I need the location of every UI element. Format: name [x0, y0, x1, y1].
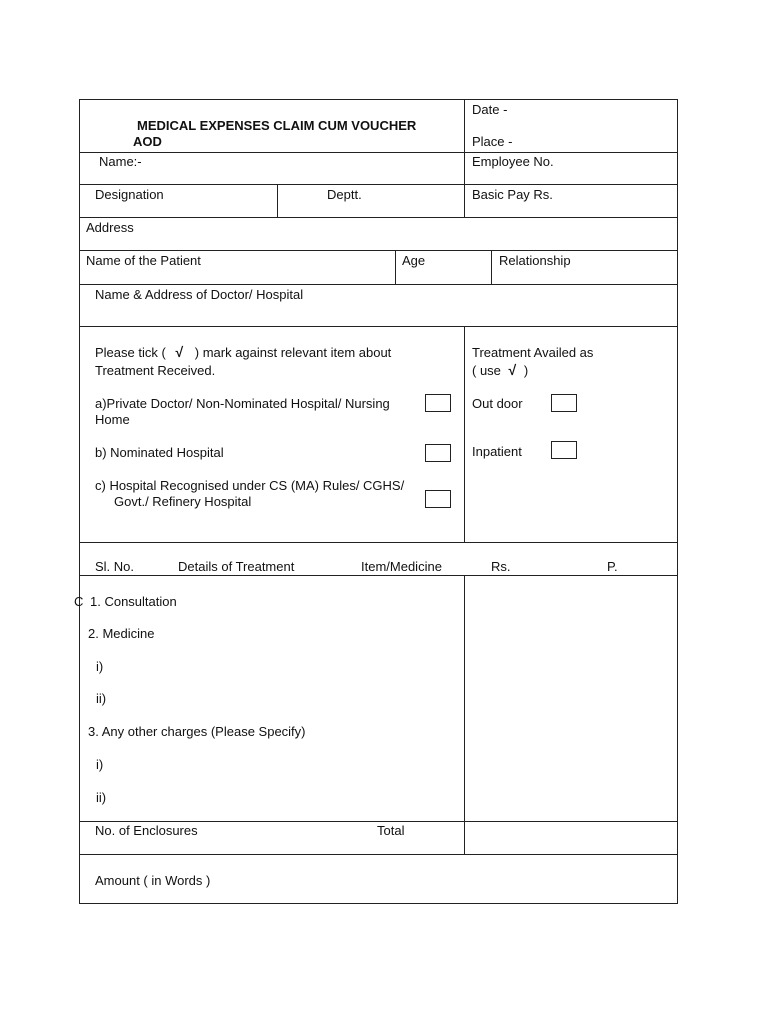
item-medicine-i: i) [96, 659, 104, 674]
claim-form [74, 99, 678, 904]
rule-treatment-bottom [80, 542, 677, 543]
age-label: Age [402, 253, 426, 268]
item-consultation: 1. Consultation [90, 594, 177, 609]
rule-doctor-bottom [80, 326, 677, 327]
inpatient-checkbox[interactable] [551, 441, 577, 459]
tick-mark-icon: √ [175, 344, 184, 360]
item-medicine-ii: ii) [96, 691, 107, 706]
col-sl-no: Sl. No. [95, 559, 135, 574]
rule-items-bottom [80, 821, 677, 822]
rule-amount-column [464, 575, 465, 854]
availed-tick-icon: √ [508, 362, 517, 378]
relationship-label: Relationship [499, 253, 571, 268]
rule-right-column [464, 100, 465, 217]
inpatient-label: Inpatient [472, 444, 522, 459]
col-item: Item/Medicine [361, 559, 442, 574]
total-label: Total [377, 823, 405, 838]
amount-words-label: Amount ( in Words ) [95, 873, 211, 888]
rule-total-bottom [80, 854, 677, 855]
option-a-label: a)Private Doctor/ Non-Nominated Hospital/ Nursing [95, 396, 390, 411]
rule-name-bottom [80, 184, 677, 185]
rule-age-left [395, 250, 396, 284]
rule-treatment-split [464, 326, 465, 542]
option-a-checkbox[interactable] [425, 394, 451, 412]
availed-use-close: ) [523, 363, 529, 378]
rule-designation-split [277, 184, 278, 217]
basic-pay-label: Basic Pay Rs. [472, 187, 553, 202]
stray-mark: C [74, 594, 84, 609]
rule-table-header-bottom [80, 575, 677, 576]
option-c-label-line2: Govt./ Refinery Hospital [114, 494, 252, 509]
employee-no-label: Employee No. [472, 154, 554, 169]
col-p: P. [607, 559, 618, 574]
tick-instruction-line2: Treatment Received. [95, 363, 216, 378]
item-other-ii: ii) [96, 790, 107, 805]
rule-patient-bottom [80, 284, 677, 285]
availed-use [472, 363, 528, 378]
item-medicine: 2. Medicine [88, 626, 155, 641]
col-rs: Rs. [491, 559, 511, 574]
item-other-charges: 3. Any other charges (Please Specify) [88, 724, 306, 739]
outdoor-label: Out door [472, 396, 523, 411]
tick-instruction-close: ) mark against relevant item about [194, 345, 392, 360]
patient-name-label: Name of the Patient [86, 253, 201, 268]
form-title-line1: MEDICAL EXPENSES CLAIM CUM VOUCHER [137, 118, 417, 133]
option-b-checkbox[interactable] [425, 444, 451, 462]
col-details: Details of Treatment [178, 559, 295, 574]
designation-label: Designation [95, 187, 164, 202]
rule-address-bottom [80, 250, 677, 251]
option-a-label-line2: Home [95, 412, 130, 427]
option-c-label: c) Hospital Recognised under CS (MA) Rules/ CGHS/ [95, 478, 405, 493]
availed-use-open: ( use [472, 363, 501, 378]
date-label: Date - [472, 102, 508, 117]
rule-age-right [491, 250, 492, 284]
option-c-checkbox[interactable] [425, 490, 451, 508]
outdoor-checkbox[interactable] [551, 394, 577, 412]
availed-title: Treatment Availed as [472, 345, 594, 360]
address-label: Address [86, 220, 134, 235]
enclosures-label: No. of Enclosures [95, 823, 198, 838]
tick-instruction [95, 345, 391, 360]
tick-instruction-open: Please tick ( [95, 345, 166, 360]
rule-header-bottom [80, 152, 677, 153]
deptt-label: Deptt. [327, 187, 362, 202]
rule-designation-bottom [80, 217, 677, 218]
option-b-label: b) Nominated Hospital [95, 445, 224, 460]
item-other-i: i) [96, 757, 104, 772]
form-title-line2: AOD [133, 134, 162, 149]
name-label: Name:- [99, 154, 142, 169]
place-label: Place - [472, 134, 513, 149]
doctor-hospital-label: Name & Address of Doctor/ Hospital [95, 287, 304, 302]
